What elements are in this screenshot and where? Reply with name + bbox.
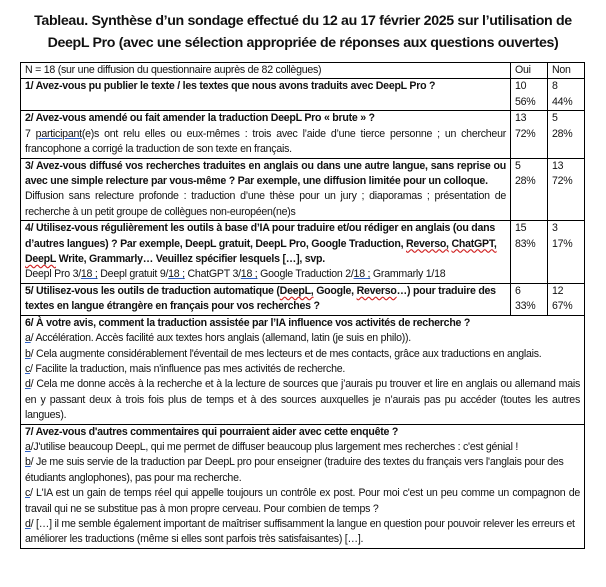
non-count: 5 [552,112,558,125]
non-percent: 17% [552,237,573,250]
question-cell [21,79,511,111]
question-text: 2/ Avez-vous amendé ou fait amender la traduction DeepL Pro « brute » ? [25,112,375,125]
oui-percent: 83% [515,237,536,250]
answer-text: / Facilite la traduction, mais n'influence pas mes activités de recherche. [30,362,346,375]
answer-text: / […] il me semble également important de maîtriser suffisamment la langue en question pour pouvoir relever les erreurs et améliorer les traductions (même si elles sont parfois très satisfaisantes) […]. [25,517,575,546]
answer-text: /J'utilise beaucoup DeepL, qui me permet de diffuser beaucoup plus largement mes recherches : c'est génial ! [30,440,519,453]
comment-text: Diffusion sans relecture profonde : traduction d’une thèse pour un jury ; diaporamas ; présentation de recherche à un petit groupe de collègues non-européen(ne)s [25,190,506,218]
question-part: Google, [313,284,357,297]
question-text: 7/ Avez-vous d'autres commentaires qui pourraient aider avec cette enquête ? [25,425,399,438]
question-cell [21,158,511,221]
oui-count: 6 [515,284,521,297]
non-count: 3 [552,222,558,235]
spellcheck-flag: ChatGPT, [451,237,497,250]
comment-prefix: 7 [25,127,36,140]
table-row [21,221,585,284]
comment-text [25,127,506,158]
answer-letter: c [25,487,31,500]
non-header: Non [548,63,585,79]
question-text [25,221,506,267]
oui-percent: 56% [515,95,536,108]
answer-letter: a [25,440,31,453]
non-cell [548,79,585,111]
oui-cell [511,158,548,221]
open-question-cell [21,315,585,424]
answer-item [25,440,580,455]
table-row [21,111,585,158]
answer-item [25,455,580,486]
answer-item [25,377,580,423]
tool-item: Google Traduction 2/18 ; [260,268,371,281]
answer-letter: b [25,347,31,360]
question-part: …) pour traduire des textes en langue étrangère en français pour vos recherches ? [25,284,496,313]
oui-count: 5 [515,159,521,172]
caption-line-1: Tableau. Synthèse d’un sondage effectué du 12 au 17 février 2025 sur l’utilisation de [34,13,572,29]
oui-percent: 72% [515,127,536,140]
oui-percent: 33% [515,300,536,313]
table-row [21,79,585,111]
non-count: 12 [552,284,564,297]
table-row [21,158,585,221]
non-count: 8 [552,80,558,93]
non-percent: 72% [552,175,573,188]
answer-item [25,347,580,362]
answer-item [25,362,580,377]
tool-item: Deepl gratuit 9/18 ; [100,268,185,281]
comment-rest: (e)s ont relu elles ou eux-mêmes : trois avec l’aide d’une tierce personne ; un chercheur francophone a corrigé la traduction de son texte en français. [25,127,506,156]
non-count: 13 [552,159,564,172]
answer-item [25,331,580,346]
open-question-row [21,315,585,424]
spellcheck-flag: Reverso, [406,237,449,250]
question-text [25,285,496,312]
answer-item [25,486,580,517]
question-part: Write, Grammarly… Veuillez spécifier lesquels […], svp. [55,253,325,266]
answer-letter: b [25,456,31,469]
question-part: 4/ Utilisez-vous régulièrement les outils à base d’IA pour traduire et/ou rédiger en anglais (ou dans d’autres langues) ? Par exemple, DeepL gratuit, DeepL Pro, Google Traduction, [25,222,496,250]
oui-cell [511,111,548,158]
non-cell [548,283,585,315]
answer-letter: d [25,517,31,530]
oui-percent: 28% [515,175,536,188]
tool-item: Grammarly 1/18 [372,268,446,281]
spellcheck-flag: Reverso [356,284,397,297]
answer-text: / Cela me donne accès à la recherche et à la lecture de sources que j’aurais pu trouver et lire en anglais ou allemand mais en y passant deux à trois fois plus de temps et à des sources auxquelles je n’aurais pas pu accéder (toutes les autres langues). [25,378,580,422]
answer-letter: d [25,378,31,391]
open-question-cell [21,424,585,548]
tool-item: ChatGPT 3/18 ; [187,268,258,281]
question-part: 5/ Utilisez-vous les outils de traduction automatique ( [25,284,280,297]
header-row [21,63,585,79]
answer-text: / Cela augmente considérablement l'éventail de mes lecteurs et de mes contacts, grâce aux traductions en anglais. [30,347,542,360]
tool-item: Deepl Pro 3/18 ; [25,268,98,281]
question-cell [21,283,511,315]
oui-cell [511,79,548,111]
oui-count: 15 [515,222,527,235]
answer-text: / L'IA est un gain de temps réel qui appelle toujours un contrôle ex post. Pour moi c'est un peu comme un compagnon de travail qui ne se substitue pas à mon propre cerveau. Pour combien de temps ? [25,487,580,515]
spellcheck-flag: DeepL [25,253,56,266]
non-cell [548,111,585,158]
tools-list [25,267,506,282]
question-text: 1/ Avez-vous pu publier le texte / les textes que nous avons traduits avec DeepL Pro ? [25,80,436,93]
oui-count: 13 [515,112,527,125]
answer-letter: a [25,332,31,345]
table-caption [0,10,606,54]
table-row [21,283,585,315]
oui-header: Oui [511,63,548,79]
question-text: 3/ Avez-vous diffusé vos recherches traduites en anglais ou dans une autre langue, sans reprise ou avec une simple relecture par vous-même ? Par exemple, une diffusion limitée pour un colloque. [25,159,506,188]
oui-count: 10 [515,80,527,93]
answer-text: / Je me suis servie de la traduction par DeepL pro pour enseigner (traduire des textes du français vers l'anglais pour des étudiants anglophones), pas pour ma recherche. [25,456,564,484]
answer-letter: c [25,362,31,375]
sample-size-cell: N = 18 (sur une diffusion du questionnaire auprès de 82 collègues) [21,63,511,79]
survey-table [20,62,585,549]
open-question-row [21,424,585,548]
non-percent: 28% [552,127,573,140]
question-cell [21,221,511,284]
question-text: 6/ À votre avis, comment la traduction assistée par l’IA influence vos activités de recherche ? [25,316,471,329]
spellcheck-flag: participant [35,127,82,140]
answer-item [25,517,580,548]
answer-text: / Accélération. Accès facilité aux textes hors anglais (allemand, latin (je suis en philo)). [30,332,412,345]
non-cell [548,221,585,284]
oui-cell [511,283,548,315]
non-cell [548,158,585,221]
caption-line-2: DeepL Pro (avec une sélection appropriée de réponses aux questions ouvertes) [47,35,559,51]
non-percent: 44% [552,95,573,108]
question-cell [21,111,511,158]
oui-cell [511,221,548,284]
spellcheck-flag: DeepL, [279,284,314,297]
non-percent: 67% [552,300,573,313]
